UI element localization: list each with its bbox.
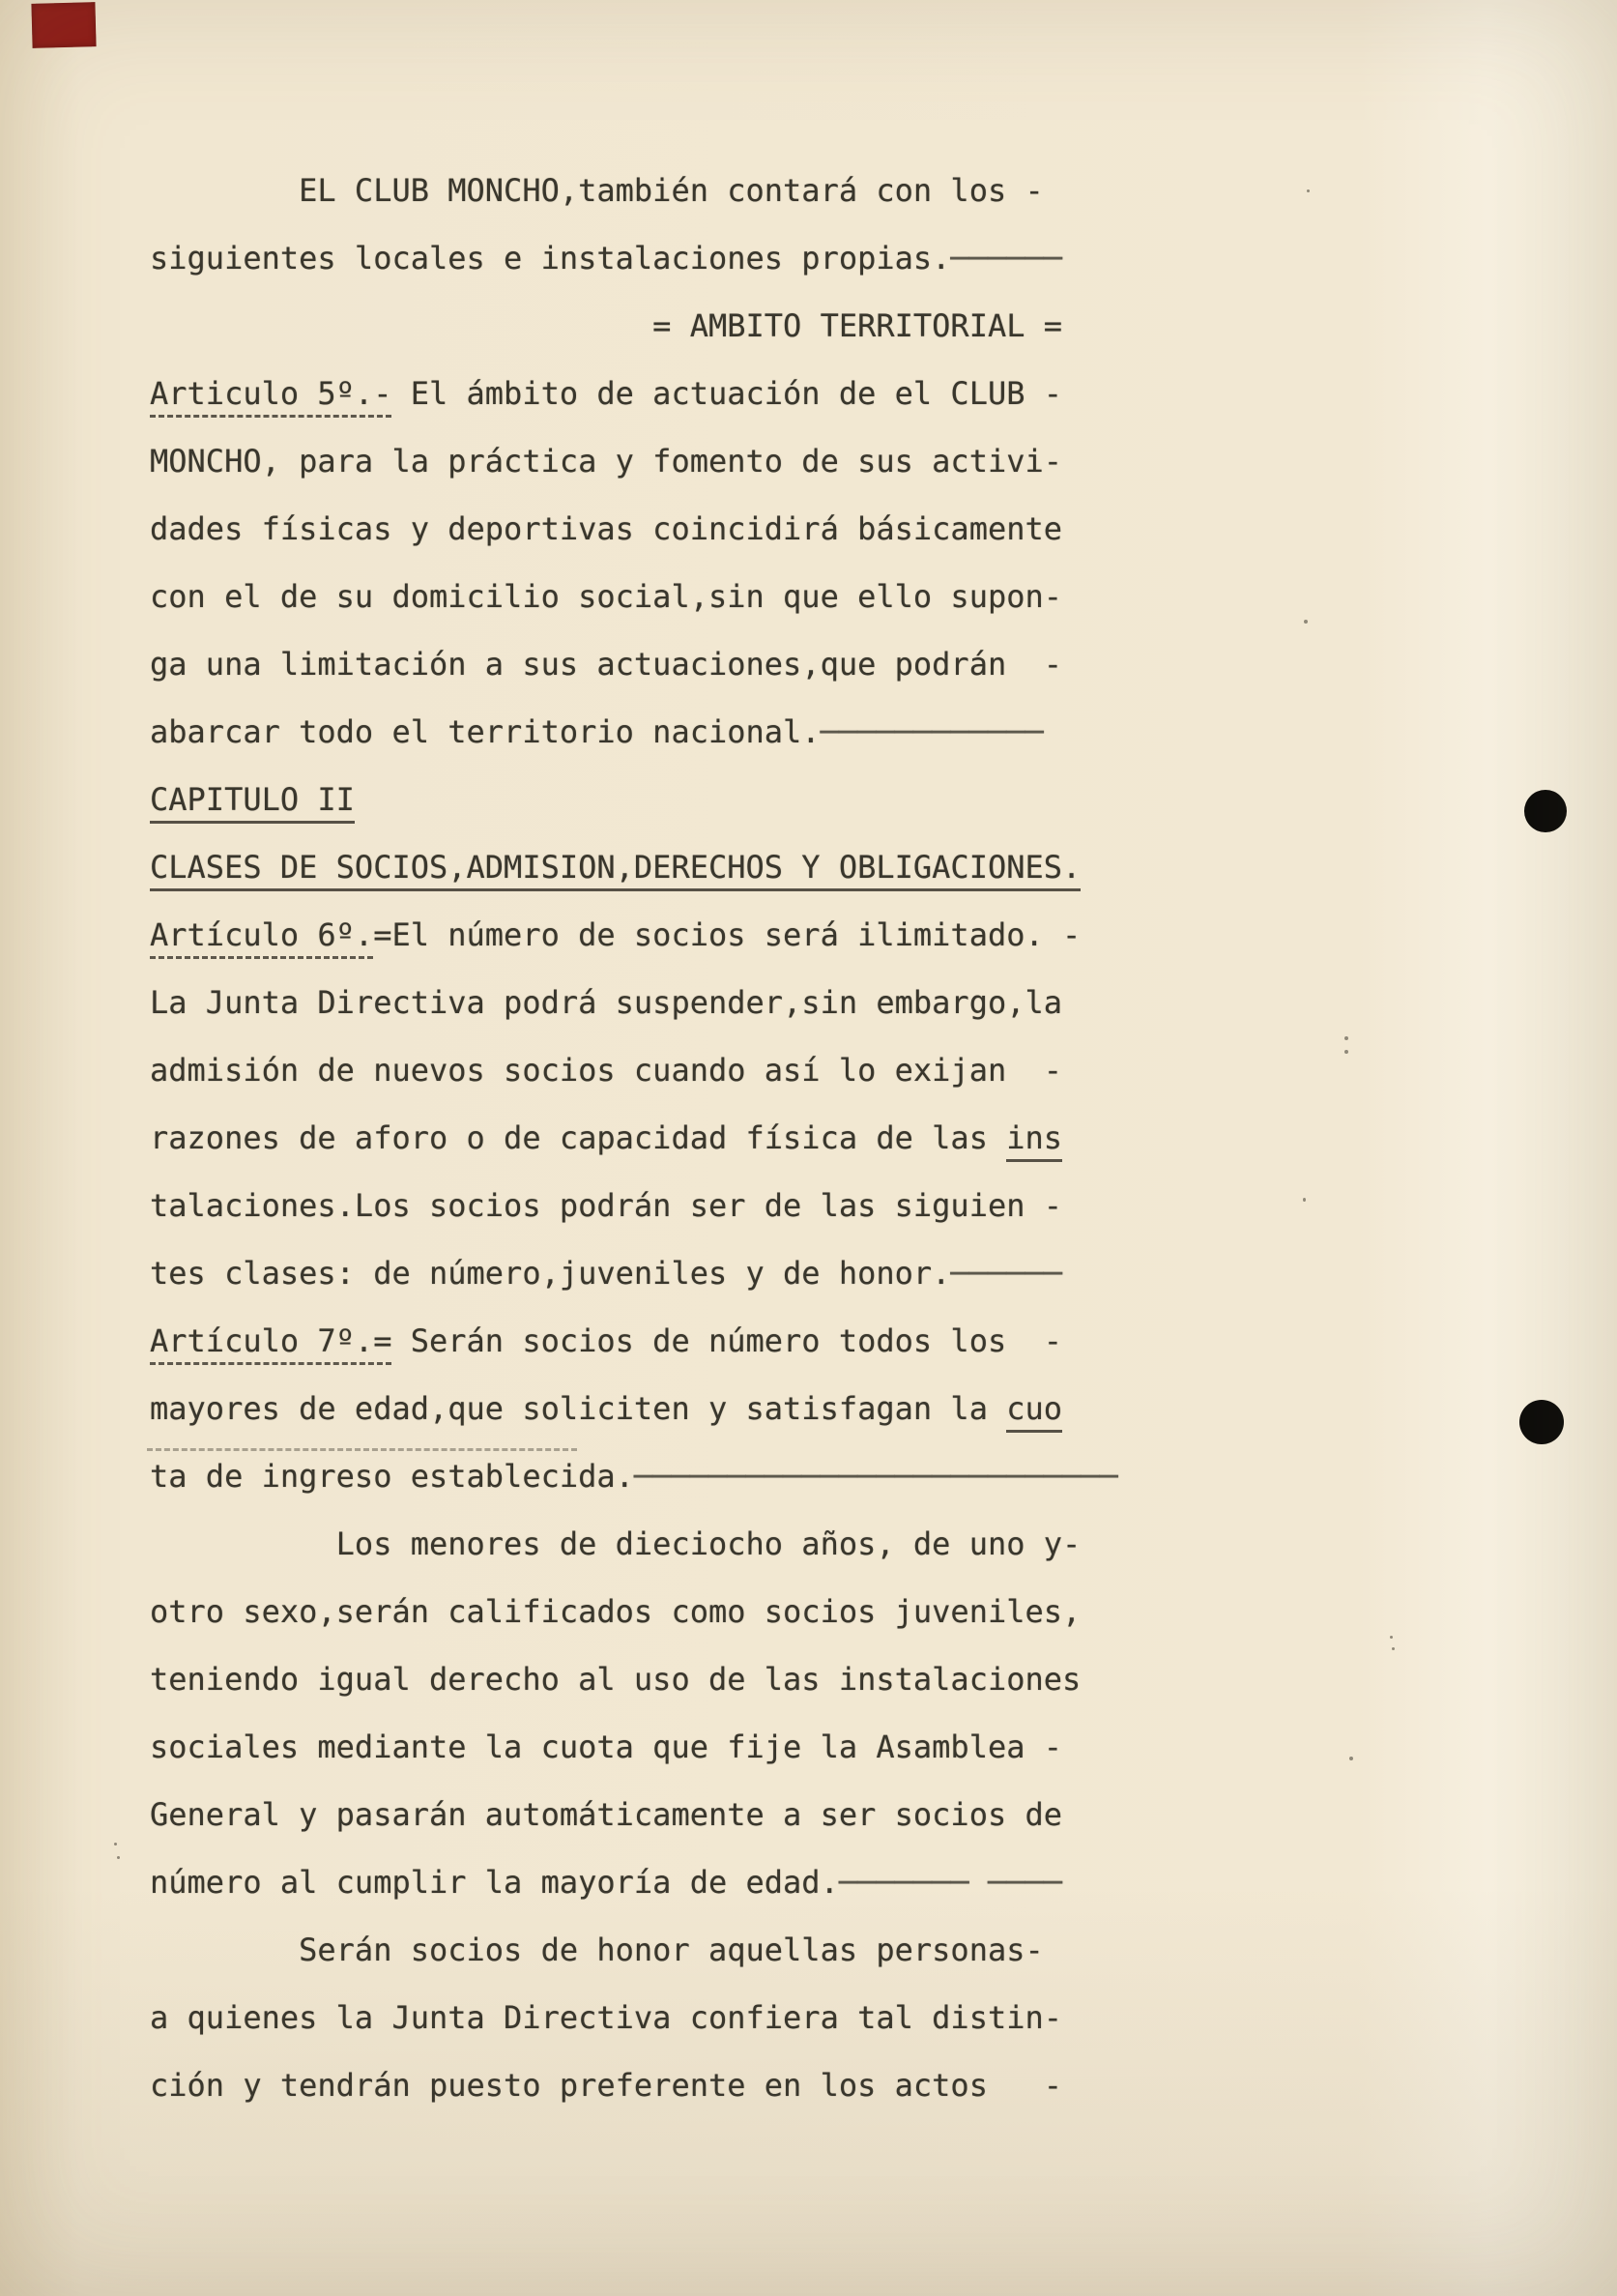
- text-segment: mayores de edad,que soliciten y satisfagan la: [150, 1390, 1007, 1427]
- text-line: [150, 563, 1194, 630]
- text-line: [150, 427, 1194, 495]
- text-line: [150, 2051, 1194, 2119]
- text-segment: MONCHO, para la práctica y fomento de sus activi-: [150, 443, 1063, 480]
- red-corner-mark: [31, 2, 96, 48]
- text-segment: = AMBITO TERRITORIAL =: [652, 307, 1063, 344]
- text-segment: cuo: [1006, 1390, 1062, 1433]
- fill-dash: ─────── ────: [838, 1864, 1063, 1901]
- text-segment: Serán socios de número todos los -: [391, 1322, 1063, 1359]
- text-segment: tes clases: de número,juveniles y de honor.: [150, 1255, 951, 1292]
- text-segment: La Junta Directiva podrá suspender,sin embargo,la: [150, 984, 1063, 1021]
- text-line: [150, 1916, 1194, 1984]
- fill-dash: ──────────────────────────: [633, 1458, 1118, 1495]
- ink-speck: [1307, 189, 1310, 192]
- text-line: [150, 1510, 1194, 1578]
- text-line: [150, 1578, 1194, 1645]
- text-line: [150, 292, 1194, 360]
- text-segment: EL CLUB MONCHO,también contará con los -: [299, 172, 1044, 209]
- text-segment: =El número de socios será ilimitado. -: [373, 916, 1082, 953]
- text-line: [150, 1781, 1194, 1848]
- text-segment: Artículo 6º.: [150, 916, 373, 959]
- typewriter-dash-artifact: [147, 1448, 577, 1451]
- text-line: [150, 901, 1194, 969]
- text-segment: talaciones.Los socios podrán ser de las siguien -: [150, 1187, 1063, 1224]
- text-segment: abarcar todo el territorio nacional.: [150, 713, 821, 750]
- text-segment: admisión de nuevos socios cuando así lo exijan -: [150, 1052, 1063, 1089]
- fill-dash: ──────: [950, 1255, 1063, 1292]
- text-segment: otro sexo,serán calificados como socios juveniles,: [150, 1593, 1082, 1630]
- text-line: [150, 224, 1194, 292]
- text-segment: número al cumplir la mayoría de edad.: [150, 1864, 839, 1901]
- ink-speck: [1392, 1647, 1395, 1650]
- text-segment: CAPITULO II: [150, 781, 355, 824]
- punch-hole-icon: [1519, 1400, 1564, 1444]
- fill-dash: ──────: [950, 240, 1063, 276]
- text-segment: El ámbito de actuación de el CLUB -: [391, 375, 1063, 412]
- ink-speck: [117, 1856, 120, 1859]
- text-segment: ción y tendrán puesto preferente en los actos -: [150, 2067, 1063, 2104]
- text-segment: General y pasarán automáticamente a ser socios de: [150, 1796, 1063, 1833]
- text-line: [150, 1984, 1194, 2051]
- text-segment: dades físicas y deportivas coincidirá básicamente: [150, 510, 1063, 547]
- fill-dash: ────────────: [820, 713, 1044, 750]
- text-segment: Artículo 7º.=: [150, 1322, 391, 1365]
- text-line: [150, 1104, 1194, 1172]
- ink-speck: [1344, 1036, 1348, 1040]
- text-line: [150, 1442, 1194, 1510]
- ink-speck: [1303, 1198, 1306, 1202]
- text-line: [150, 1239, 1194, 1307]
- text-segment: Serán socios de honor aquellas personas-: [299, 1932, 1044, 1968]
- text-segment: ins: [1006, 1119, 1062, 1162]
- ink-speck: [114, 1843, 117, 1846]
- text-line: [150, 1172, 1194, 1239]
- text-line: [150, 157, 1194, 224]
- text-line: [150, 698, 1194, 766]
- document-text-block: [150, 157, 1194, 2119]
- punch-hole-icon: [1524, 790, 1567, 832]
- text-line: [150, 833, 1194, 901]
- text-line: [150, 1036, 1194, 1104]
- text-segment: Los menores de dieciocho años, de uno y-: [335, 1526, 1082, 1562]
- text-line: [150, 1713, 1194, 1781]
- text-segment: Articulo 5º.-: [150, 375, 391, 418]
- text-line: [150, 766, 1194, 833]
- text-segment: con el de su domicilio social,sin que ello supon-: [150, 578, 1063, 615]
- text-line: [150, 1375, 1194, 1442]
- text-segment: a quienes la Junta Directiva confiera tal distin-: [150, 1999, 1063, 2036]
- text-line: [150, 969, 1194, 1036]
- text-segment: sociales mediante la cuota que fije la Asamblea -: [150, 1729, 1063, 1765]
- text-segment: teniendo igual derecho al uso de las instalaciones: [150, 1661, 1082, 1698]
- text-segment: siguientes locales e instalaciones propias.: [150, 240, 951, 276]
- text-segment: ta de ingreso establecida.: [150, 1458, 634, 1495]
- text-line: [150, 360, 1194, 427]
- ink-speck: [1304, 620, 1308, 624]
- text-line: [150, 1848, 1194, 1916]
- text-segment: ga una limitación a sus actuaciones,que podrán -: [150, 646, 1063, 683]
- text-segment: CLASES DE SOCIOS,ADMISION,DERECHOS Y OBLIGACIONES.: [150, 849, 1081, 891]
- text-line: [150, 1645, 1194, 1713]
- text-segment: razones de aforo o de capacidad física de las: [150, 1119, 1007, 1156]
- text-line: [150, 630, 1194, 698]
- ink-speck: [1349, 1757, 1353, 1760]
- ink-speck: [1390, 1636, 1393, 1639]
- ink-speck: [1344, 1050, 1348, 1054]
- text-line: [150, 1307, 1194, 1375]
- text-line: [150, 495, 1194, 563]
